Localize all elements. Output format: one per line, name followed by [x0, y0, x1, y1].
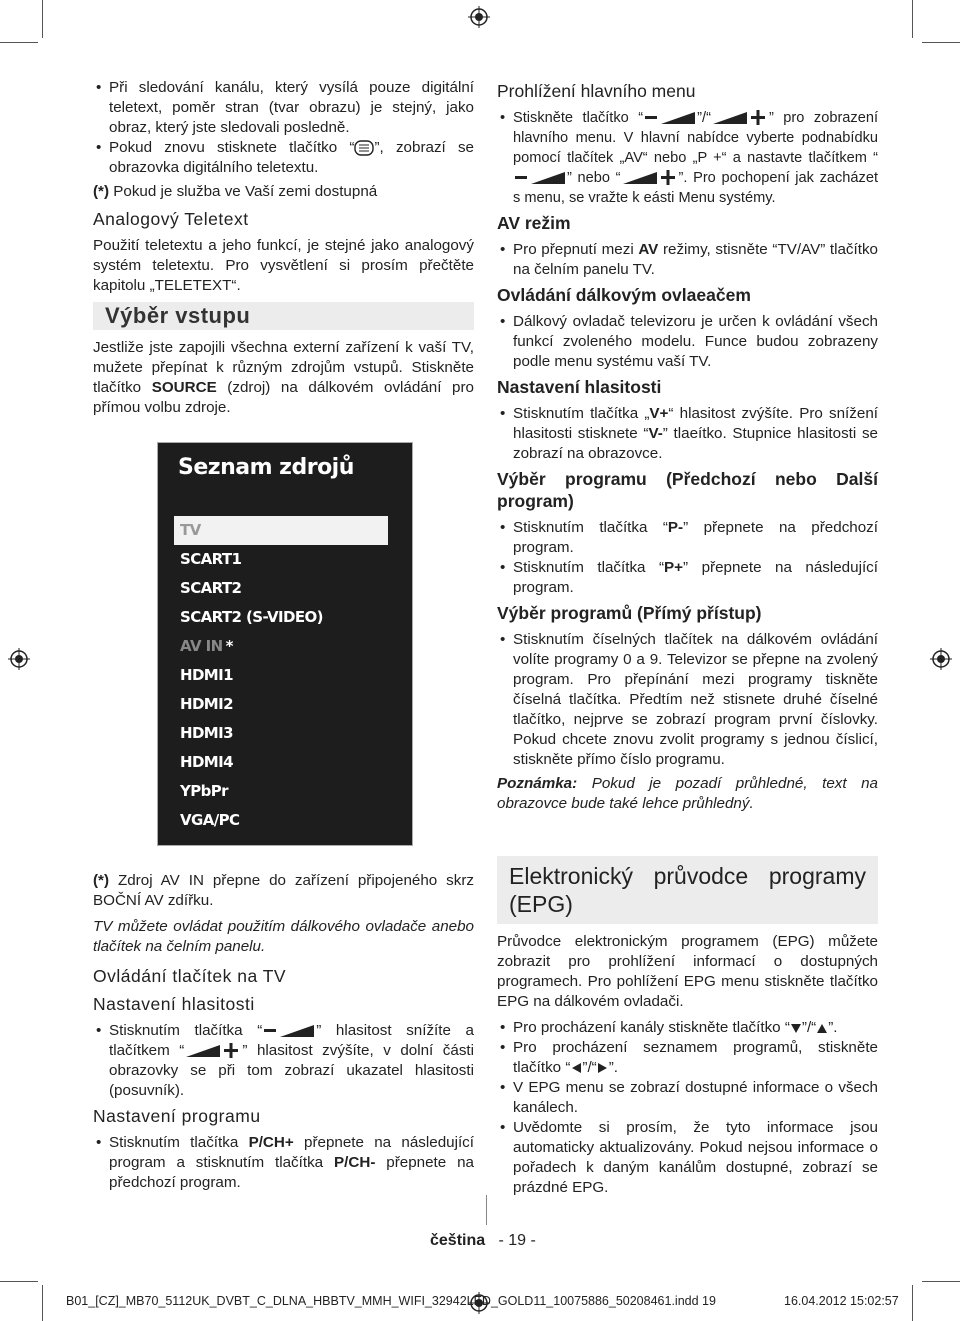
paragraph: Průvodce elektronickým programem (EPG) můžete zobrazit pro prohlížení informací o dostupných programech. Pro pohlížení EPG menu stiskněte tlačítko EPG na dálkovém ovladači. — [497, 933, 878, 1010]
section-band-epg: Elektronický průvodce programy (EPG) — [497, 856, 878, 924]
list-item: • Pro přepnutí mezi AV režimy, stisněte “TV/AV” tlačítko na čelním panelu TV. — [497, 240, 878, 280]
heading-program: Nastavení programu — [93, 1106, 261, 1126]
right-column-bottom — [497, 856, 878, 1198]
heading-remote: Ovládání dálkovým ovlaeačem — [497, 285, 751, 305]
volume-down-icon — [643, 110, 697, 126]
heading-volume: Nastavení hlasitosti — [93, 994, 255, 1014]
list-item: • Dálkový ovladač televizoru je určen k ovládání všech funkcí zvoleného modelu. Funce budou zobrazeny podle menu systému vaší TV. — [497, 312, 878, 372]
arrow-left-icon — [570, 1062, 582, 1074]
menu-item[interactable]: SCART1 — [180, 550, 242, 568]
crop-mark — [42, 0, 43, 38]
section-band-input: Výběr vstupu — [93, 302, 474, 330]
paragraph: Jestliže jste zapojili všechna externí zařízení k vaší TV, mužete přepínat k různým zdrojům vstupů. Stiskněte tlačítko SOURCE (zdroj) na dálkovém ovládání pro přímou volbu zdroje. — [93, 339, 474, 416]
crop-mark — [0, 42, 38, 43]
footnote: (*) Zdroj AV IN přepne do zařízení připojeného skrz BOČNÍ AV zdířku. — [93, 872, 474, 909]
heading-prev-next: Výběr programu (Předchozí nebo Další program) — [497, 469, 878, 511]
registration-mark-icon — [468, 6, 490, 28]
list-item: • Stisknutím tlačítka “P+” přepnete na následující program. — [497, 558, 878, 598]
list-item: • Stisknutím číselných tlačítek na dálkovém ovládání volíte programy 0 a 9. Televizor se přepne na zvolený program. Pro přepínání mezi programy tiskněte číselná tlačítka. Předtím než stisnete druhé číselné tlačítko, nejprve se zobrazí program první číslovky. Pokud chcete znovu zvolit programy s jednou číslicí, stiskněte přímo číslo programu. — [497, 630, 878, 770]
availability-note: (*) Pokud je služba ve Vaší zemi dostupná — [93, 183, 378, 200]
menu-title: Seznam zdrojů — [178, 455, 354, 480]
crop-mark — [922, 42, 960, 43]
menu-item[interactable]: YPbPr — [180, 782, 228, 800]
page-number: čeština - 19 - — [430, 1232, 536, 1249]
paragraph: TV můžete ovládat použitím dálkového ovladače anebo tlačítek na čelním panelu. — [93, 918, 474, 955]
volume-down-icon — [262, 1023, 316, 1039]
list-item: • Stiskněte tlačítko “ ”/“ ” pro zobrazení hlavního menu. V hlavní nabídce vyberte podnabídku pomocí tlačítek „AV“ nebo „P +“ a nastavte tlačítkem “” nebo “ ”. Pro pochopení jak zacházet s menu, se vražte k eásti Menu systémy. — [497, 108, 878, 208]
left-column-bottom — [93, 871, 474, 1193]
volume-up-icon — [711, 110, 769, 126]
crop-mark — [0, 1281, 38, 1282]
heading-analog-teletext: Analogový Teletext — [93, 209, 249, 229]
right-column-top — [497, 76, 878, 814]
list-item: • V EPG menu se zobrazí dostupné informace o všech kanálech. — [497, 1078, 878, 1118]
menu-item[interactable]: SCART2 — [180, 579, 242, 597]
registration-mark-icon — [930, 648, 952, 670]
crop-mark — [42, 1285, 43, 1321]
list-item: • Stisknutím tlačítka P/CH+ přepnete na následující program a stisknutím tlačítka P/CH- přepnete na předchozí program. — [93, 1133, 474, 1193]
left-column-top — [93, 78, 474, 418]
volume-up-icon — [621, 170, 679, 186]
list-item: • Uvědomte si prosím, že tyto informace jsou automaticky aktualizovány. Pokud nejsou informace o pořadech k daným kanálům dostupné, zobrazí se prázdné EPG. — [497, 1118, 878, 1198]
list-item: • Pro procházení seznamem programů, stiskněte tlačítko “ ”/“ ”. — [497, 1038, 878, 1078]
crop-mark — [912, 0, 913, 38]
note: Poznámka: Pokud je pozadí průhledné, text na obrazovce bude také lehce průhledný. — [497, 775, 878, 812]
arrow-down-icon — [790, 1022, 802, 1034]
paragraph: Použití teletextu a jeho funkcí, je stejné jako analogový systém teletextu. Pro vysvětlení si prosím přečtěte kapitolu „TELETEXT“. — [93, 237, 474, 294]
arrow-up-icon — [816, 1022, 828, 1034]
list-item: • Pro procházení kanály stiskněte tlačítko “ ”/“ ”. — [497, 1018, 878, 1038]
teletext-icon — [354, 140, 374, 156]
list-item: • Při sledování kanálu, který vysílá pouze digitální teletext, poměr stran (tvar obrazu) je stejný, jako obraz, který jste sledovali posledně. — [93, 78, 474, 138]
menu-item[interactable]: HDMI4 — [180, 753, 233, 771]
arrow-right-icon — [597, 1062, 609, 1074]
heading-direct-access: Výběr programů (Přímý přístup) — [497, 603, 762, 623]
menu-item[interactable]: HDMI2 — [180, 695, 233, 713]
menu-item[interactable]: VGA/PC — [180, 811, 240, 829]
list-item: • Stisknutím tlačítka „V+“ hlasitost zvýšíte. Pro snížení hlasitosti stisknete “V-” tlaeítko. Stupnice hlasitosti se zobrazí na obrazovce. — [497, 404, 878, 464]
crop-mark — [922, 1281, 960, 1282]
asterisk-mark: * — [225, 637, 233, 655]
menu-item[interactable]: HDMI3 — [180, 724, 233, 742]
heading-volume: Nastavení hlasitosti — [497, 377, 662, 397]
menu-item[interactable]: TV — [174, 516, 388, 545]
list-item: • Pokud znovu stisknete tlačítko “ ”, zobrazí se obrazovka digitálního teletextu. — [93, 138, 474, 178]
crop-mark — [912, 1285, 913, 1321]
column-divider — [486, 1195, 487, 1225]
list-item: • Stisknutím tlačítka “ ” hlasitost snížíte a tlačítkem “ ” hlasitost zvýšíte, v dolní části obrazovky se při tom zobrazí ukazatel hlasitosti (posuvník). — [93, 1021, 474, 1101]
menu-item[interactable]: HDMI1 — [180, 666, 233, 684]
heading-av-mode: AV režim — [497, 213, 571, 233]
print-slug-file: B01_[CZ]_MB70_5112UK_DVBT_C_DLNA_HBBTV_MMH_WIFI_32942LED_GOLD11_10075886_50208461.indd 19 — [66, 1294, 716, 1308]
registration-mark-icon — [8, 648, 30, 670]
menu-item[interactable]: SCART2 (S-VIDEO) — [180, 608, 323, 626]
print-slug-date: 16.04.2012 15:02:57 — [784, 1294, 899, 1308]
heading-panel-buttons: Ovládání tlačítek na TV — [93, 966, 287, 986]
volume-down-icon — [513, 170, 567, 186]
source-list-screenshot — [157, 442, 413, 846]
menu-item[interactable]: AV IN * — [180, 637, 233, 655]
heading-main-menu: Prohlížení hlavního menu — [497, 81, 696, 101]
volume-up-icon — [184, 1043, 242, 1059]
list-item: • Stisknutím tlačítka “P-” přepnete na předchozí program. — [497, 518, 878, 558]
